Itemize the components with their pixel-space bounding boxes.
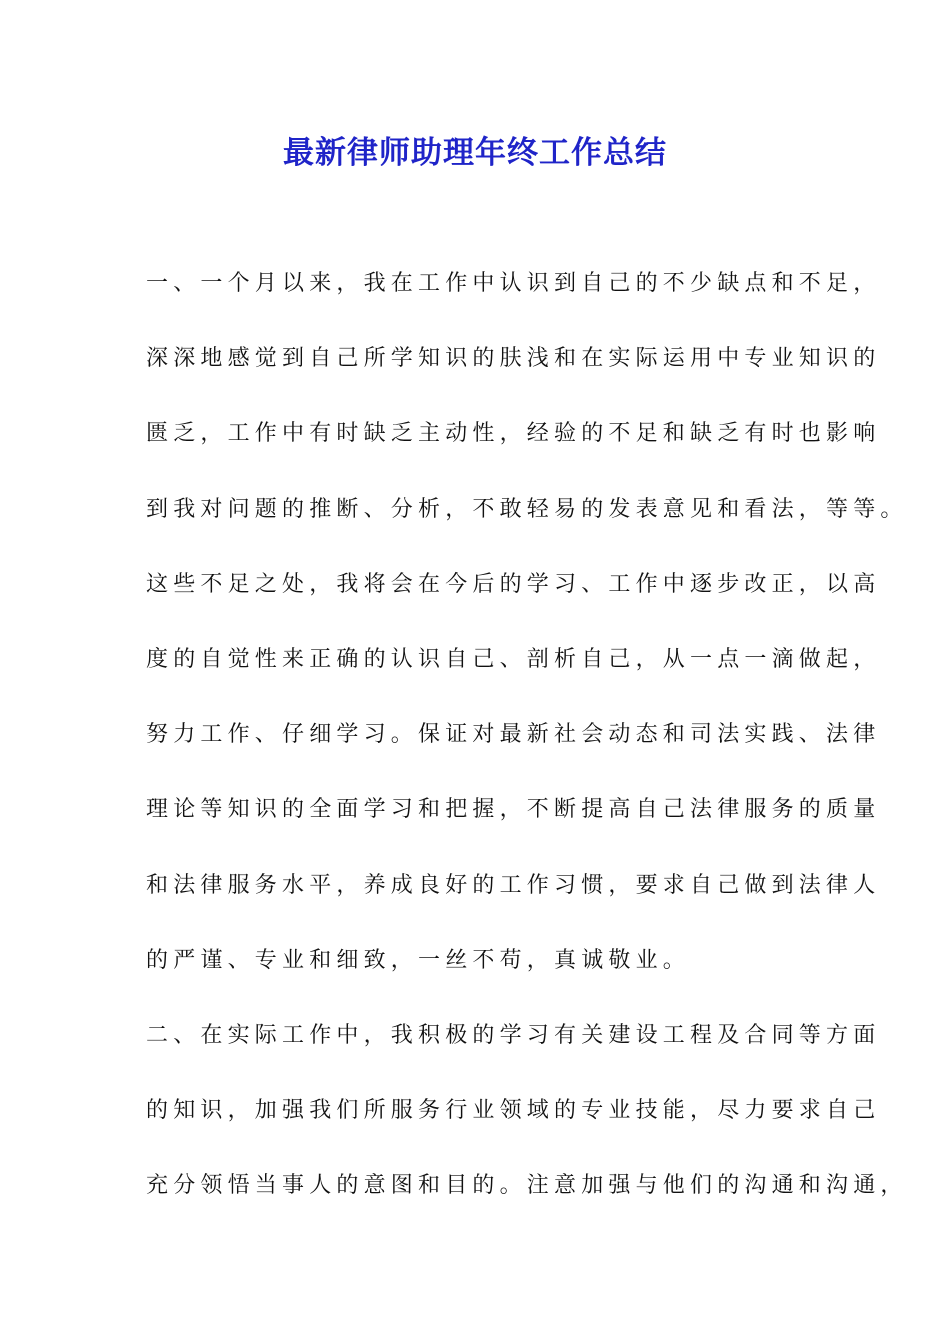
text-line: 的知识，加强我们所服务行业领域的专业技能，尽力要求自己 bbox=[146, 1098, 881, 1124]
text-line: 的严谨、专业和细致，一丝不苟，真诚敬业。 bbox=[146, 947, 691, 973]
text-line: 努力工作、仔细学习。保证对最新社会动态和司法实践、法律 bbox=[146, 722, 881, 748]
text-line: 匮乏，工作中有时缺乏主动性，经验的不足和缺乏有时也影响 bbox=[146, 421, 881, 447]
document-title: 最新律师助理年终工作总结 bbox=[283, 135, 667, 171]
document-body bbox=[146, 262, 908, 1239]
text-line: 这些不足之处，我将会在今后的学习、工作中逐步改正，以高 bbox=[146, 571, 881, 597]
text-line: 度的自觉性来正确的认识自己、剖析自己，从一点一滴做起， bbox=[146, 646, 881, 672]
text-line: 二、在实际工作中，我积极的学习有关建设工程及合同等方面 bbox=[146, 1022, 881, 1048]
text-line: 和法律服务水平，养成良好的工作习惯，要求自己做到法律人 bbox=[146, 872, 881, 898]
text-line: 理论等知识的全面学习和把握，不断提高自己法律服务的质量 bbox=[146, 797, 881, 823]
text-line: 一、一个月以来，我在工作中认识到自己的不少缺点和不足， bbox=[146, 271, 881, 296]
text-line: 充分领悟当事人的意图和目的。注意加强与他们的沟通和沟通， bbox=[146, 1173, 908, 1199]
text-line: 到我对问题的推断、分析，不敢轻易的发表意见和看法，等等。 bbox=[146, 496, 908, 522]
text-line: 深深地感觉到自己所学知识的肤浅和在实际运用中专业知识的 bbox=[146, 346, 881, 372]
